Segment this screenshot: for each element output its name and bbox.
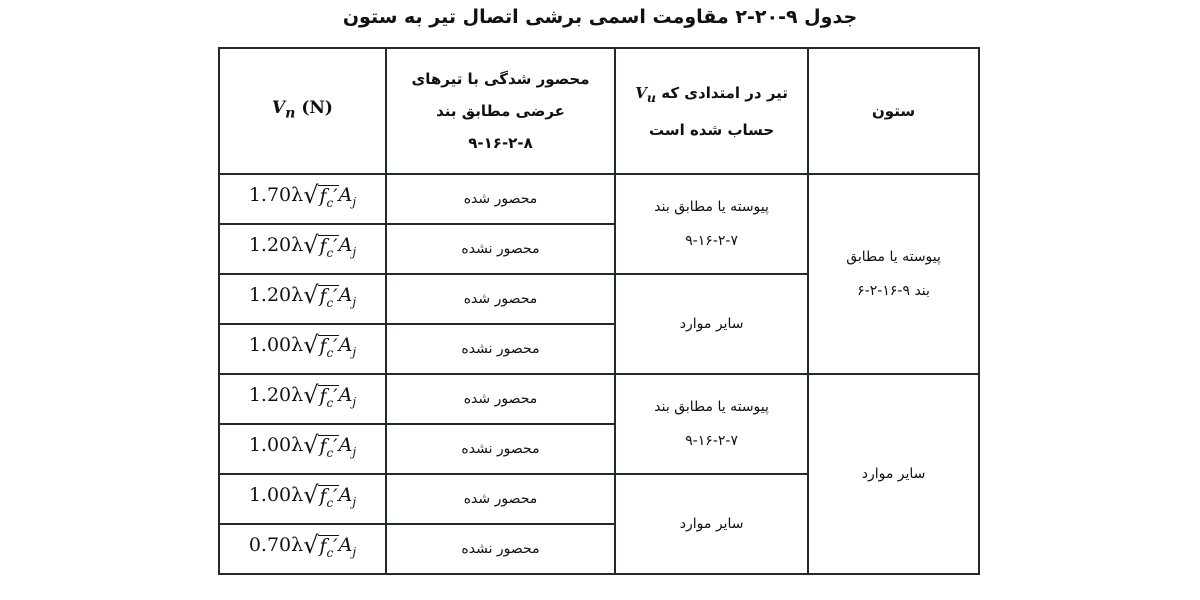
vn-formula: $1.20\lambda√f_c'A_j$ <box>249 379 356 412</box>
vn-formula-cell <box>219 224 386 274</box>
header-beam-line1: تیر در امتدادی که $V_u$ <box>635 83 788 105</box>
header-confinement-line2: عرضی مطابق بند <box>436 102 565 120</box>
header-row <box>219 48 979 174</box>
beam-cell: سایر موارد <box>615 274 808 374</box>
vn-symbol: $V_n$ (N) <box>271 98 333 122</box>
table-row <box>219 374 979 424</box>
confinement-cell: محصور شده <box>386 374 615 424</box>
vu-symbol: $V_u$ <box>635 83 656 105</box>
vn-formula: $1.00\lambda√f_c'A_j$ <box>249 429 356 462</box>
table-title: جدول ۹-۲۰-۲ مقاومت اسمی برشی اتصال تیر به ستون <box>342 6 858 28</box>
header-beam <box>615 48 808 174</box>
vn-formula: $1.00\lambda√f_c'A_j$ <box>249 329 356 362</box>
beam-cell: پیوسته یا مطابق بند ۹-۱۶-۲-۷ <box>615 374 808 474</box>
header-confinement-line1: محصور شدگی با تیرهای <box>411 70 590 88</box>
vn-formula: $1.20\lambda√f_c'A_j$ <box>249 279 356 312</box>
confinement-cell: محصور نشده <box>386 424 615 474</box>
header-confinement <box>386 48 615 174</box>
table-row <box>219 174 979 224</box>
confinement-cell: محصور شده <box>386 174 615 224</box>
vn-formula-cell <box>219 474 386 524</box>
vn-formula-cell <box>219 424 386 474</box>
shear-strength-table <box>218 47 980 575</box>
vn-formula-cell <box>219 174 386 224</box>
beam-cell: سایر موارد <box>615 474 808 574</box>
header-beam-line2: حساب شده است <box>648 120 775 139</box>
vn-formula: $1.00\lambda√f_c'A_j$ <box>249 479 356 512</box>
confinement-cell: محصور شده <box>386 274 615 324</box>
vn-formula-cell <box>219 324 386 374</box>
column-cell: سایر موارد <box>808 374 979 574</box>
vn-formula-cell <box>219 524 386 574</box>
confinement-cell: محصور شده <box>386 474 615 524</box>
header-column <box>808 48 979 174</box>
confinement-cell: محصور نشده <box>386 224 615 274</box>
beam-cell: پیوسته یا مطابق بند ۹-۱۶-۲-۷ <box>615 174 808 274</box>
confinement-cell: محصور نشده <box>386 324 615 374</box>
header-column-label: ستون <box>872 102 916 120</box>
column-cell: پیوسته یا مطابق بند ۹-۱۶-۲-۶ <box>808 174 979 374</box>
vn-formula: $1.70\lambda√f_c'A_j$ <box>249 179 356 212</box>
header-vn <box>219 48 386 174</box>
vn-formula: $0.70\lambda√f_c'A_j$ <box>249 529 356 562</box>
confinement-cell: محصور نشده <box>386 524 615 574</box>
vn-formula: $1.20\lambda√f_c'A_j$ <box>249 229 356 262</box>
vn-formula-cell <box>219 274 386 324</box>
vn-formula-cell <box>219 374 386 424</box>
header-confinement-line3: ۹-۱۶-۲-۸ <box>468 134 533 152</box>
